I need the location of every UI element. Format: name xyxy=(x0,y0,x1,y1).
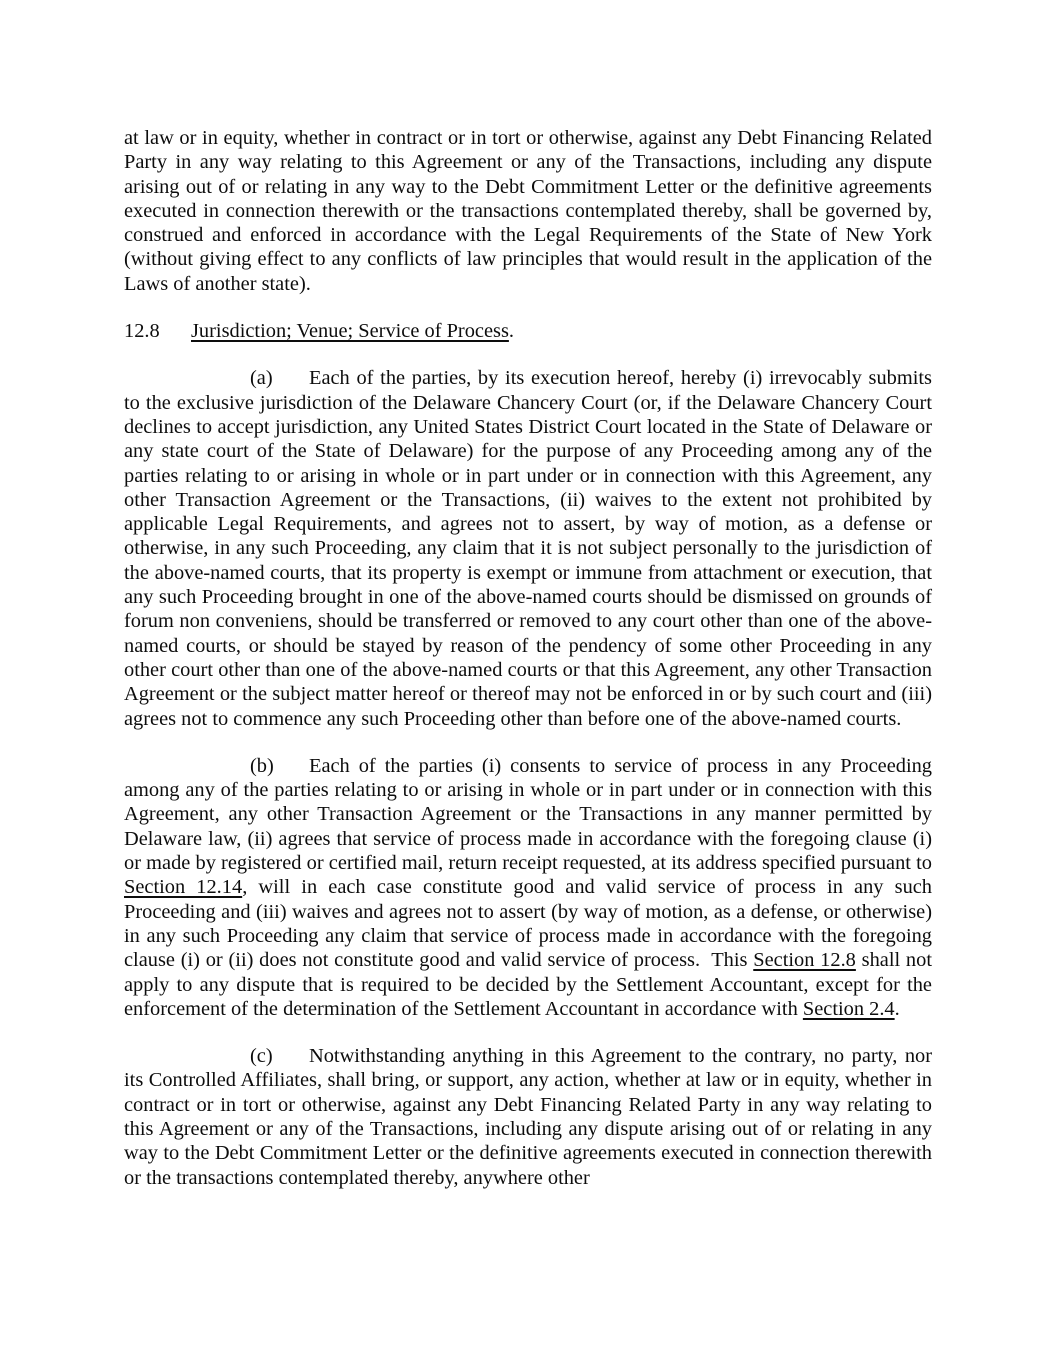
paragraph-label: (a) xyxy=(250,367,273,390)
text-run: shall not apply to any dispute that is required to be decided by the Settlement Accountant, except for the enforcement of the determination of the Settlement Accountant in accordance with xyxy=(124,949,932,1020)
text-run: at law or in equity, whether in contract or in tort or otherwise, against any Debt Financing Related Party in any way relating to this Agreement or any of the Transactions, including any dispute arising out of or relating in any way to the Debt Commitment Letter or the definitive agreements executed in connection therewith or the transactions contemplated thereby, shall be governed by, construed and enforced in accordance with the Legal Requirements of the State of New York (without giving effect to any conflicts of law principles that would result in the application of the Laws of another state). xyxy=(124,127,932,295)
text-run: Each of the parties, by its execution hereof, hereby (i) irrevocably submits to the exclusive jurisdiction of the Delaware Chancery Court (or, if the Delaware Chancery Court declines to accept jurisdiction, any United States District Court located in the State of Delaware or any state court of the State of Delaware) for the purpose of any Proceeding among any of the parties relating to or arising in whole or in part under or in connection with this Agreement, any other Transaction Agreement or the Transactions, (ii) waives to the extent not prohibited by applicable Legal Requirements, and agrees not to assert, by way of motion, as a defense or otherwise, in any such Proceeding, any claim that it is not subject personally to the jurisdiction of the above-named courts, that its property is exempt or immune from attachment or execution, that any such Proceeding brought in one of the above-named courts should be dismissed on grounds of forum non conveniens, should be transferred or removed to any court other than one of the above-named courts, or should be stayed by reason of the pendency of some other Proceeding in any other court other than one of the above-named courts or that this Agreement, any other Transaction Agreement or the subject matter hereof or thereof may not be enforced in or by such court and (iii) agrees not to commence any such Proceeding other than before one of the above-named courts. xyxy=(124,367,932,730)
section-title: Jurisdiction; Venue; Service of Process xyxy=(191,320,509,343)
section-heading xyxy=(124,319,932,343)
section-number: 12.8 xyxy=(124,320,160,343)
paragraph-label: (c) xyxy=(250,1045,273,1068)
subsection-b xyxy=(124,754,932,1021)
paragraph-label: (b) xyxy=(250,754,274,777)
section-title-suffix: . xyxy=(508,320,514,343)
text-run: . xyxy=(894,997,900,1020)
subsection-a xyxy=(124,366,932,730)
text-run: Notwithstanding anything in this Agreement to the contrary, no party, nor its Controlled Affiliates, shall bring, or support, any action, whether at law or in equity, whether in contract or in tort or otherwise, against any Debt Financing Related Party in any way relating to this Agreement or any of the Transactions, including any dispute arising out of or relating in any way to the Debt Commitment Letter or the definitive agreements executed in connection therewith or the transactions contemplated thereby, anywhere other xyxy=(124,1045,932,1189)
text-run: Each of the parties (i) consents to service of process in any Proceeding among any of the parties relating to or arising in whole or in part under or in connection with this Agreement, any other Transaction Agreement or the Transactions in any manner permitted by Delaware law, (ii) agrees that service of process made in accordance with the foregoing clause (i) or made by registered or certified mail, return receipt requested, at its address specified pursuant to xyxy=(124,754,932,875)
subsection-c xyxy=(124,1044,932,1190)
section-reference: Section 2.4 xyxy=(802,997,895,1020)
section-reference: Section 12.14 xyxy=(124,876,243,899)
continuation-paragraph xyxy=(124,126,932,296)
text-run: , will in each case constitute good and valid service of process in any such Proceeding and (iii) waives and agrees not to assert (by way of motion, as a defense, or otherwise) in any such Proceeding any claim that service of process made in accordance with the foregoing clause (i) or (ii) does not constitute good and valid service of process. This xyxy=(124,876,933,972)
section-reference: Section 12.8 xyxy=(753,949,856,972)
document-content xyxy=(124,126,932,1190)
